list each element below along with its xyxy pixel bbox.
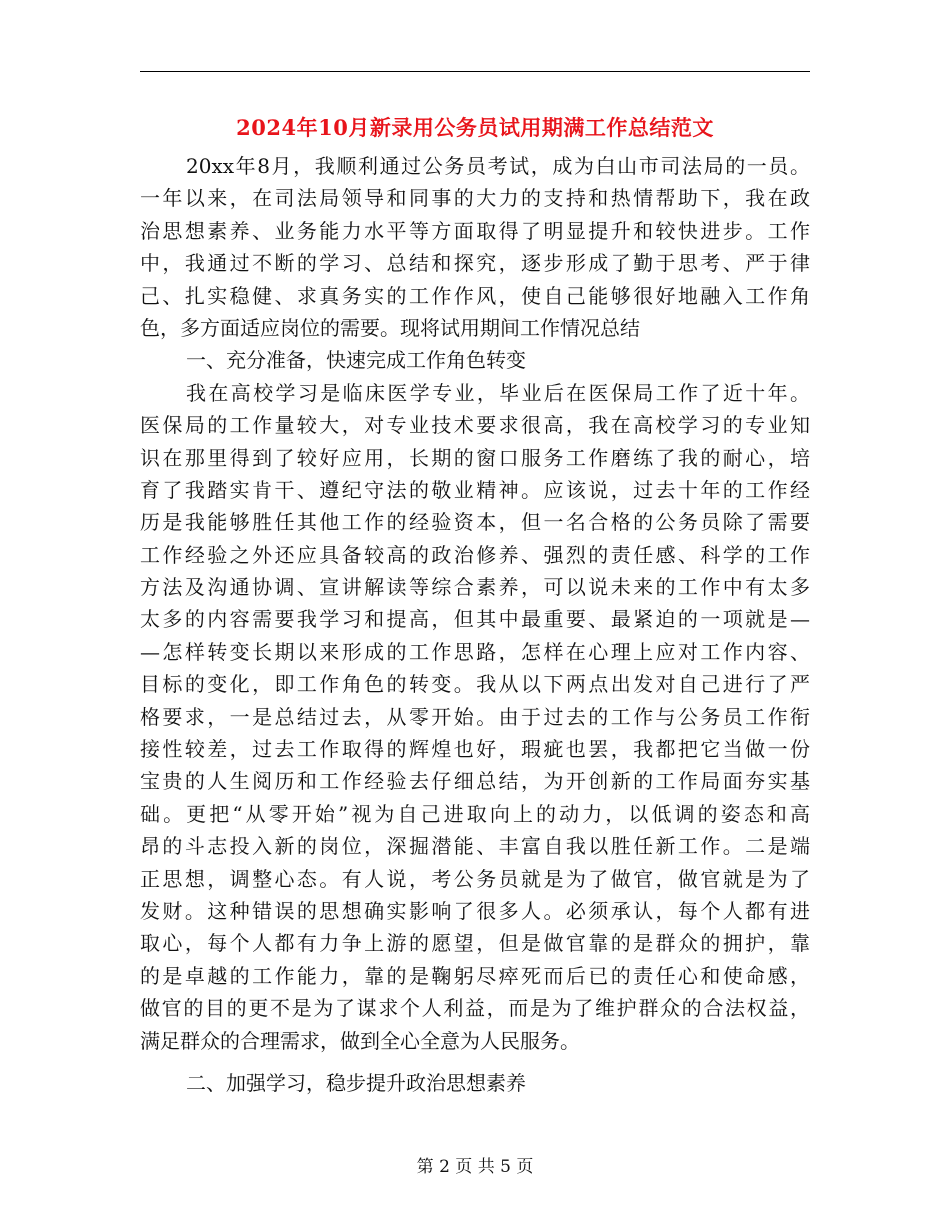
paragraph-line: 色，多方面适应岗位的需要。现将试用期间工作情况总结	[140, 315, 640, 340]
paragraph-line: 历是我能够胜任其他工作的经验资本，但一名合格的公务员除了需要	[140, 510, 810, 535]
paragraph-line: 接性较差，过去工作取得的辉煌也好，瑕疵也罢，我都把它当做一份	[140, 737, 810, 762]
section-heading-2: 二、加强学习，稳步提升政治思想素养	[186, 1071, 526, 1095]
paragraph-line: 一、充分准备，快速完成工作角色转变	[186, 348, 526, 373]
paragraph-line: 识在那里得到了较好应用，长期的窗口服务工作磨练了我的耐心，培	[140, 445, 810, 470]
paragraph-line: 正思想，调整心态。有人说，考公务员就是为了做官，做官就是为了	[140, 866, 810, 891]
paragraph-line: 治思想素养、业务能力水平等方面取得了明显提升和较快进步。工作	[140, 218, 810, 243]
paragraph-line: 目标的变化，即工作角色的转变。我从以下两点出发对自己进行了严	[140, 672, 810, 697]
paragraph-line: 中，我通过不断的学习、总结和探究，逐步形成了勤于思考、严于律	[140, 251, 810, 276]
header-rule	[140, 71, 810, 72]
paragraph-line: 工作经验之外还应具备较高的政治修养、强烈的责任感、科学的工作	[140, 542, 810, 567]
paragraph-line: 的是卓越的工作能力，靠的是鞠躬尽瘁死而后已的责任心和使命感，	[140, 963, 810, 988]
paragraph-line: 发财。这种错误的思想确实影响了很多人。必须承认，每个人都有进	[140, 898, 810, 923]
paragraph-line: 我在高校学习是临床医学专业，毕业后在医保局工作了近十年。	[186, 380, 810, 405]
paragraph-line: 础。更把“从零开始”视为自己进取向上的动力，以低调的姿态和高	[140, 801, 810, 826]
paragraph-line: 育了我踏实肯干、遵纪守法的敬业精神。应该说，过去十年的工作经	[140, 477, 810, 502]
paragraph-line: 20xx年8月，我顺利通过公务员考试，成为白山市司法局的一员。	[186, 154, 810, 178]
paragraph-line: 一年以来，在司法局领导和同事的大力的支持和热情帮助下，我在政	[140, 186, 810, 211]
paragraph-line: 做官的目的更不是为了谋求个人利益，而是为了维护群众的合法权益，	[140, 996, 810, 1021]
paragraph-line: 满足群众的合理需求，做到全心全意为人民服务。	[140, 1028, 580, 1053]
paragraph-line: 取心，每个人都有力争上游的愿望，但是做官靠的是群众的拥护，靠	[140, 931, 810, 956]
paragraph-line: 方法及沟通协调、宣讲解读等综合素养，可以说未来的工作中有太多	[140, 575, 810, 600]
paragraph-line: 宝贵的人生阅历和工作经验去仔细总结，为开创新的工作局面夯实基	[140, 769, 810, 794]
document-body	[140, 150, 810, 1057]
paragraph-line: 格要求，一是总结过去，从零开始。由于过去的工作与公务员工作衔	[140, 704, 810, 729]
paragraph-line: —怎样转变长期以来形成的工作思路，怎样在心理上应对工作内容、	[140, 639, 810, 664]
paragraph-line: 己、扎实稳健、求真务实的工作作风，使自己能够很好地融入工作角	[140, 283, 810, 308]
paragraph-line: 太多的内容需要我学习和提高，但其中最重要、最紧迫的一项就是—	[140, 607, 810, 632]
paragraph-line: 昂的斗志投入新的岗位，深掘潜能、丰富自我以胜任新工作。二是端	[140, 834, 810, 859]
paragraph-line: 医保局的工作量较大，对专业技术要求很高，我在高校学习的专业知	[140, 413, 810, 438]
page-number: 第 2 页 共 5 页	[416, 1157, 534, 1177]
document-title: 2024年10月新录用公务员试用期满工作总结范文	[236, 115, 714, 140]
